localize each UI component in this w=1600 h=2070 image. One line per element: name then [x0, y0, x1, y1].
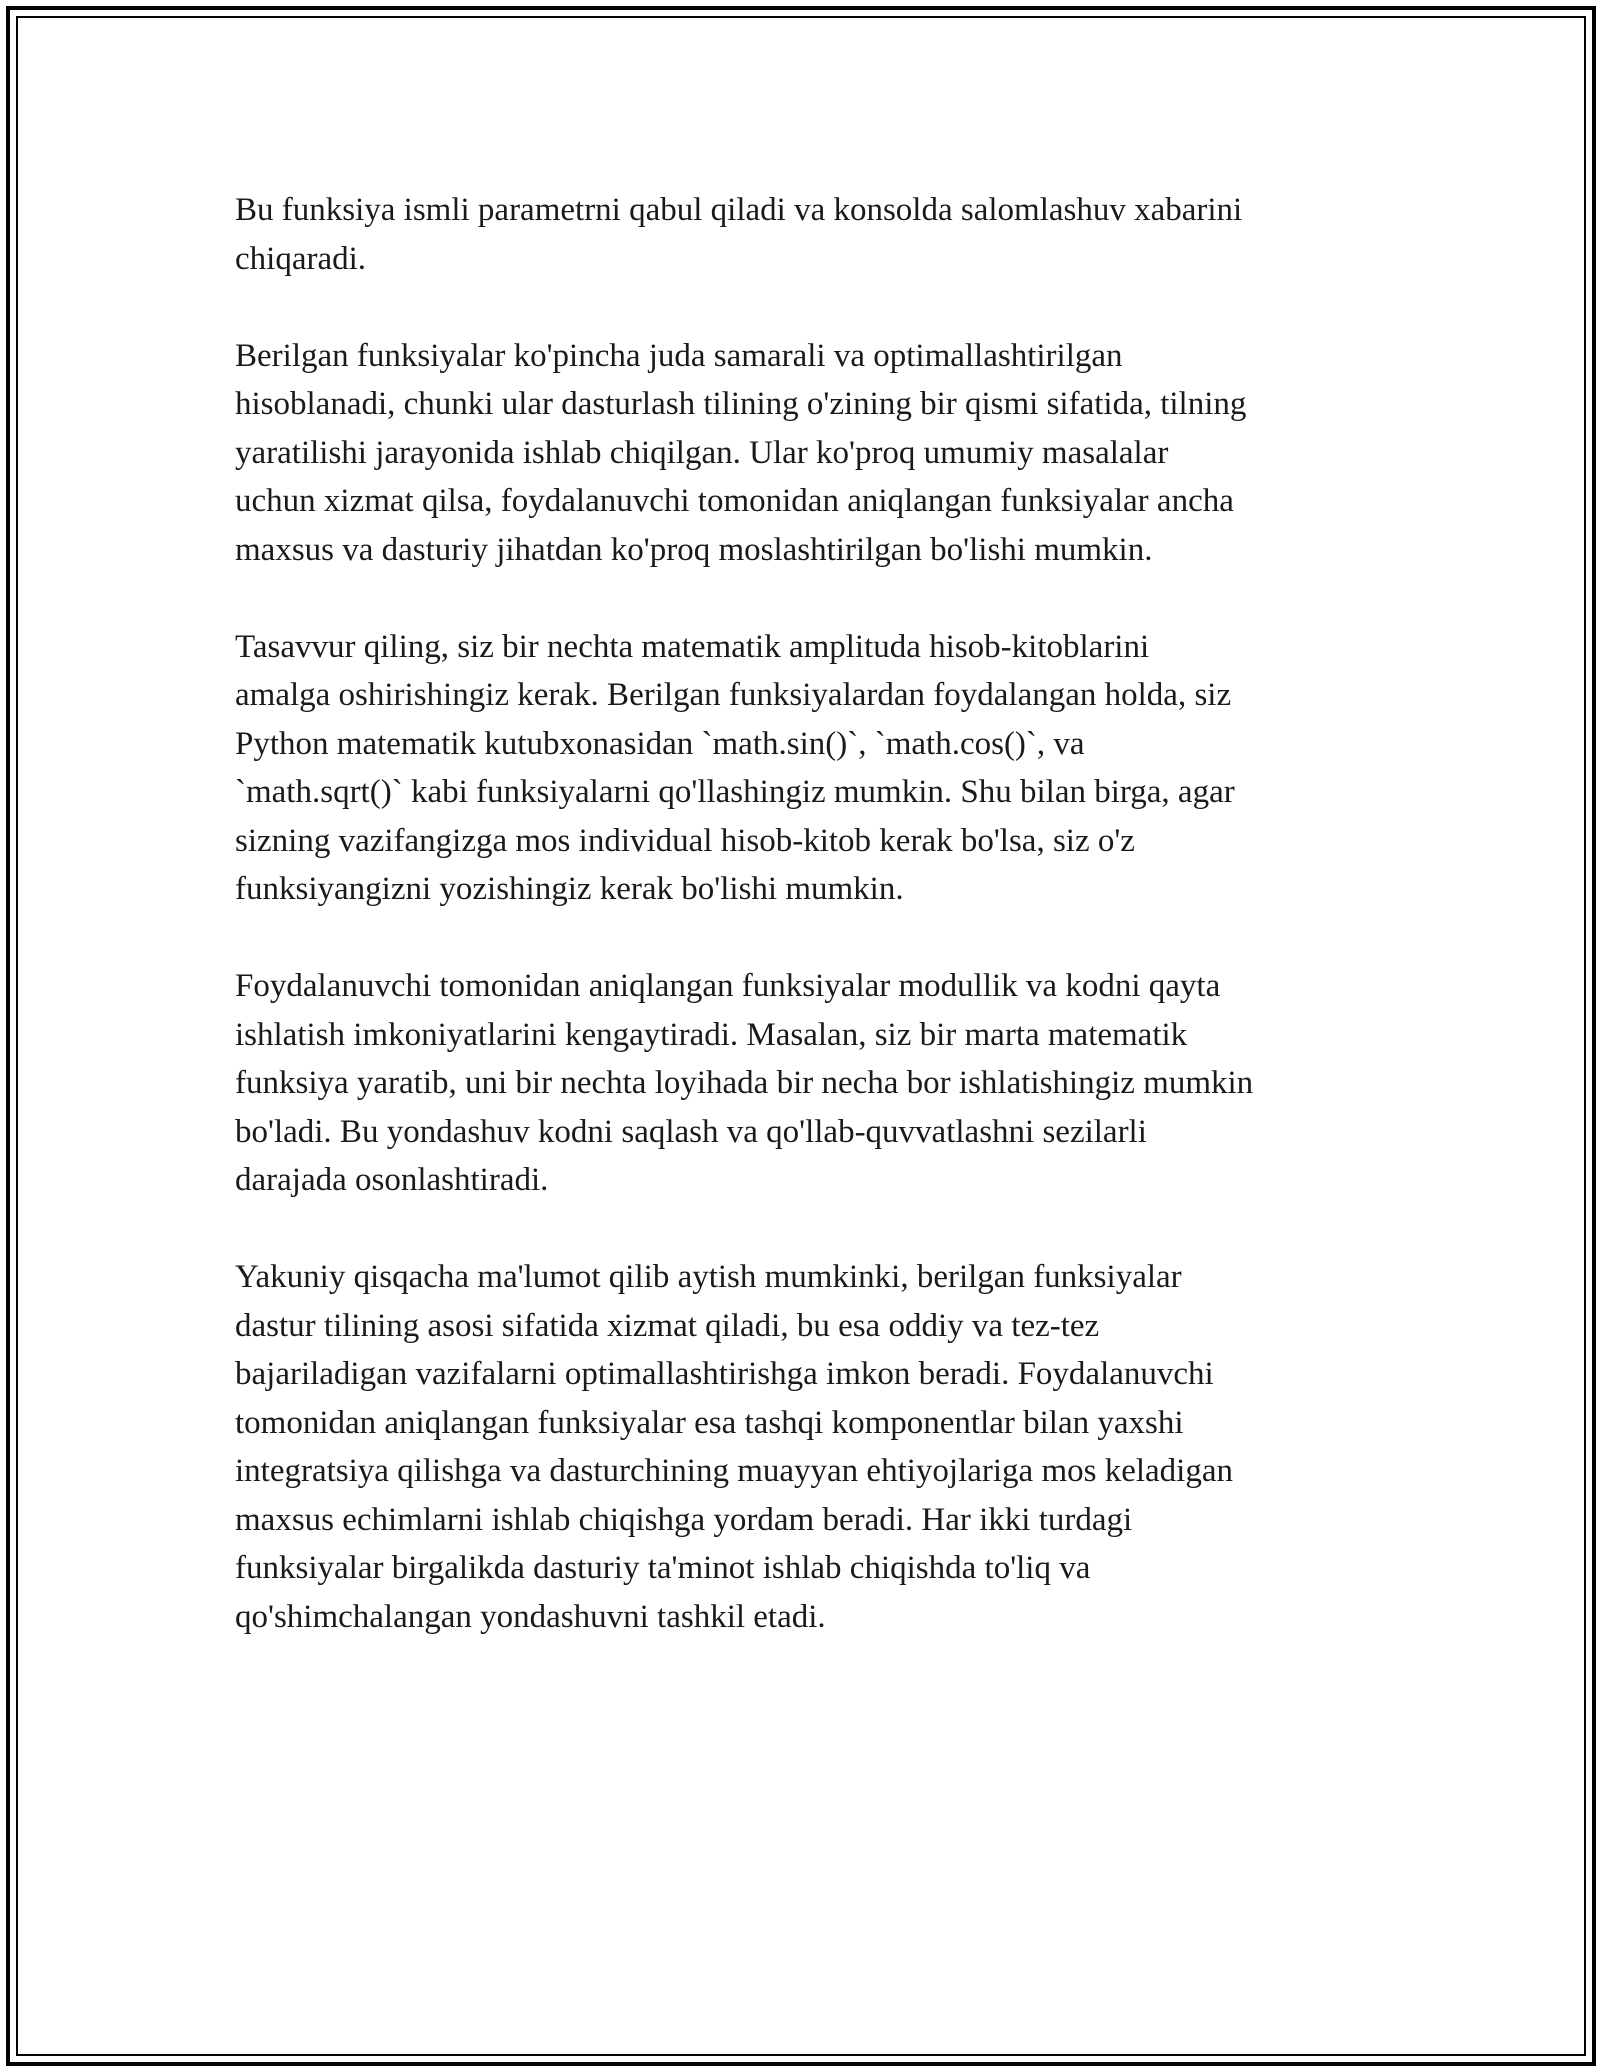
paragraph-2: Berilgan funksiyalar ko'pincha juda samarali va optimallashtirilgan hisoblanadi, chunki ular dasturlash tilining o'zining bir qismi sifatida, tilning yaratilishi jarayonida ishlab chiqilgan. Ular ko'proq umumiy masalalar uchun xizmat qilsa, foydalanuvchi tomonidan aniqlangan funksiyalar ancha maxsus va dasturiy jihatdan ko'proq moslashtirilgan bo'lishi mumkin.	[235, 337, 1247, 568]
paragraph-5: Yakuniy qisqacha ma'lumot qilib aytish mumkinki, berilgan funksiyalar dastur tilining asosi sifatida xizmat qiladi, bu esa oddiy va tez-tez bajariladigan vazifalarni optimallashtirishga imkon beradi. Foydalanuvchi tomonidan aniqlangan funksiyalar esa tashqi komponentlar bilan yaxshi integratsiya qilishga va dasturchining muayyan ehtiyojlariga mos keladigan maxsus echimlarni ishlab chiqishga yordam beradi. Har ikki turdagi funksiyalar birgalikda dasturiy ta'minot ishlab chiqishda to'liq va qo'shimchalangan yondashuvni tashkil etadi.	[235, 1259, 1233, 1635]
paragraph-4: Foydalanuvchi tomonidan aniqlangan funksiyalar modullik va kodni qayta ishlatish imkoniyatlarini kengaytiradi. Masalan, siz bir marta matematik funksiya yaratib, uni bir nechta loyihada bir necha bor ishlatishingiz mumkin bo'ladi. Bu yondashuv kodni saqlash va qo'llab-quvvatlashni sezilarli darajada osonlashtiradi.	[235, 968, 1254, 1198]
document-body	[235, 186, 1375, 1690]
paragraph-3: Tasavvur qiling, siz bir nechta matematik amplituda hisob-kitoblarini amalga oshirishingiz kerak. Berilgan funksiyalardan foydalangan holda, siz Python matematik kutubxonasidan `math.sin()`, `math.cos()`, va `math.sqrt()` kabi funksiyalarni qo'llashingiz mumkin. Shu bilan birga, agar sizning vazifangizga mos individual hisob-kitob kerak bo'lsa, siz o'z funksiyangizni yozishingiz kerak bo'lishi mumkin.	[235, 628, 1235, 907]
paragraph-1: Bu funksiya ismli parametrni qabul qiladi va konsolda salomlashuv xabarini chiqaradi.	[235, 192, 1243, 277]
